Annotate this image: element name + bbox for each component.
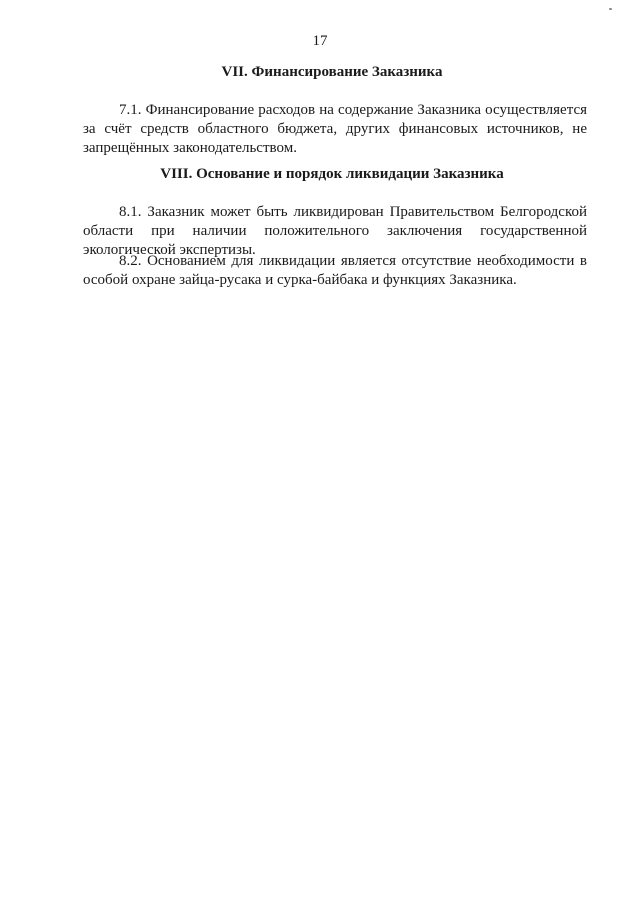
page-number: 17 [312,33,328,49]
paragraph-7-1: 7.1. Финансирование расходов на содержание Заказника осуществляется за счёт средств областного бюджета, других финансовых источников, не запрещённых законодательством. [83,102,587,156]
section-7-heading: VII. Финансирование Заказника [221,64,443,80]
paragraph-8-2: 8.2. Основанием для ликвидации является отсутствие необходимости в особой охране зайца-русака и сурка-байбака и функциях Заказника. [83,253,587,288]
section-8-heading: VIII. Основание и порядок ликвидации Заказника [160,166,504,182]
paragraph-8-1: 8.1. Заказник может быть ликвидирован Правительством Белгородской области при наличии положительного заключения государственной экологической экспертизы. [83,204,587,258]
scan-speck [609,8,612,10]
